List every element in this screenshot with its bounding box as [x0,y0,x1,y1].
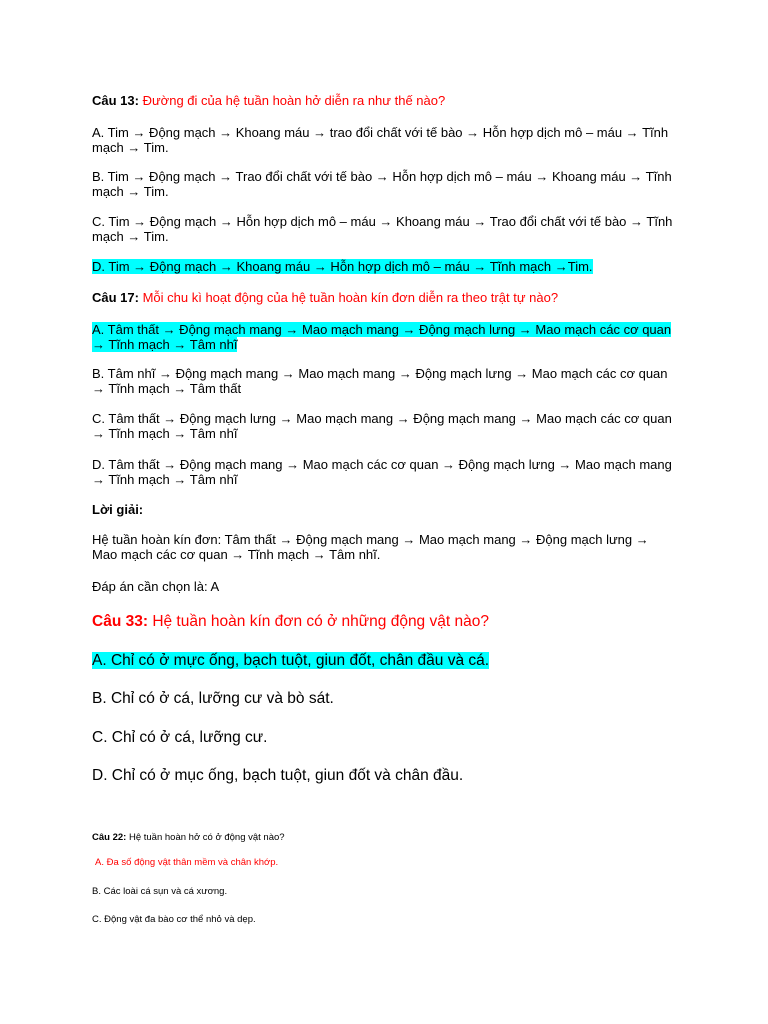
q22-option-a: A. Đa số động vật thân mềm và chân khớp. [95,857,279,868]
q33-option-a-highlight: A. Chỉ có ở mực ống, bạch tuột, giun đốt, chân đầu và cá. [92,652,490,669]
q33-label: Câu 33: [92,613,148,630]
q17-option-c: C. Tâm thất → Động mạch lưng → Mao mạch mang → Động mạch mang → Mao mạch các cơ quan → Tĩnh mạch → Tâm nhĩ [92,411,672,441]
q13-option-a: A. Tim → Động mạch → Khoang máu → trao đổi chất với tế bào → Hỗn hợp dịch mô – máu → Tĩnh mạch → Tim. [92,125,669,155]
q17-option-b: B. Tâm nhĩ → Động mạch mang → Mao mạch mang → Động mạch lưng → Mao mạch các cơ quan → Tĩnh mạch → Tâm thất [92,366,668,396]
q13-question: Đường đi của hệ tuần hoàn hở diễn ra như thế nào? [142,93,446,108]
q13-option-d-highlight: D. Tim → Động mạch → Khoang máu → Hỗn hợp dịch mô – máu → Tĩnh mạch →Tim. [92,259,593,274]
q17-option-a [92,322,676,352]
q17-option-d: D. Tâm thất → Động mạch mang → Mao mạch các cơ quan → Động mạch lưng → Mao mạch mang → Tĩnh mạch → Tâm nhĩ [92,457,672,487]
q33-option-b: B. Chỉ có ở cá, lưỡng cư và bò sát. [92,690,334,707]
q13-option-c: C. Tim → Động mạch → Hỗn hợp dịch mô – máu → Khoang máu → Trao đổi chất với tế bào → Tĩnh mạch → Tim. [92,214,673,244]
q17-answer: Đáp án cần chọn là: A [92,579,220,594]
q17-option-a-highlight: A. Tâm thất → Động mạch mang → Mao mạch mang → Động mạch lưng → Mao mạch các cơ quan → Tĩnh mạch → Tâm nhĩ [92,322,672,352]
q22-label: Câu 22: [92,832,127,843]
q17-label: Câu 17: [92,290,139,305]
q17-solution-heading-text: Lời giải: [92,502,144,517]
q33-option-d: D. Chỉ có ở mục ống, bạch tuột, giun đốt và chân đầu. [92,767,464,784]
q13-option-d [92,259,676,274]
q33-option-c: C. Chỉ có ở cá, lưỡng cư. [92,729,268,746]
q22-option-c: C. Động vật đa bào cơ thể nhỏ và dẹp. [92,914,256,925]
q13-option-b: B. Tim → Động mạch → Trao đổi chất với tế bào → Hỗn hợp dịch mô – máu → Khoang máu → Tĩnh mạch → Tim. [92,169,672,199]
q33-question: Hệ tuần hoàn kín đơn có ở những động vật nào? [152,613,489,630]
q22-question: Hệ tuần hoàn hở có ở động vật nào? [128,832,285,843]
q13-heading [92,93,676,108]
q17-question: Mỗi chu kì hoạt động của hệ tuần hoàn kín đơn diễn ra theo trật tự nào? [142,290,559,305]
q17-heading [92,290,676,305]
q13-label: Câu 13: [92,93,139,108]
q22-option-b: B. Các loài cá sụn và cá xương. [92,886,228,897]
q17-solution-heading [92,502,676,517]
q17-solution-text: Hệ tuần hoàn kín đơn: Tâm thất → Động mạch mang → Mao mạch mang → Động mạch lưng → Mao mạch các cơ quan → Tĩnh mạch → Tâm nhĩ. [92,532,649,562]
q22-heading [92,832,676,844]
q33-heading [92,613,676,631]
q33-option-a [92,652,676,670]
